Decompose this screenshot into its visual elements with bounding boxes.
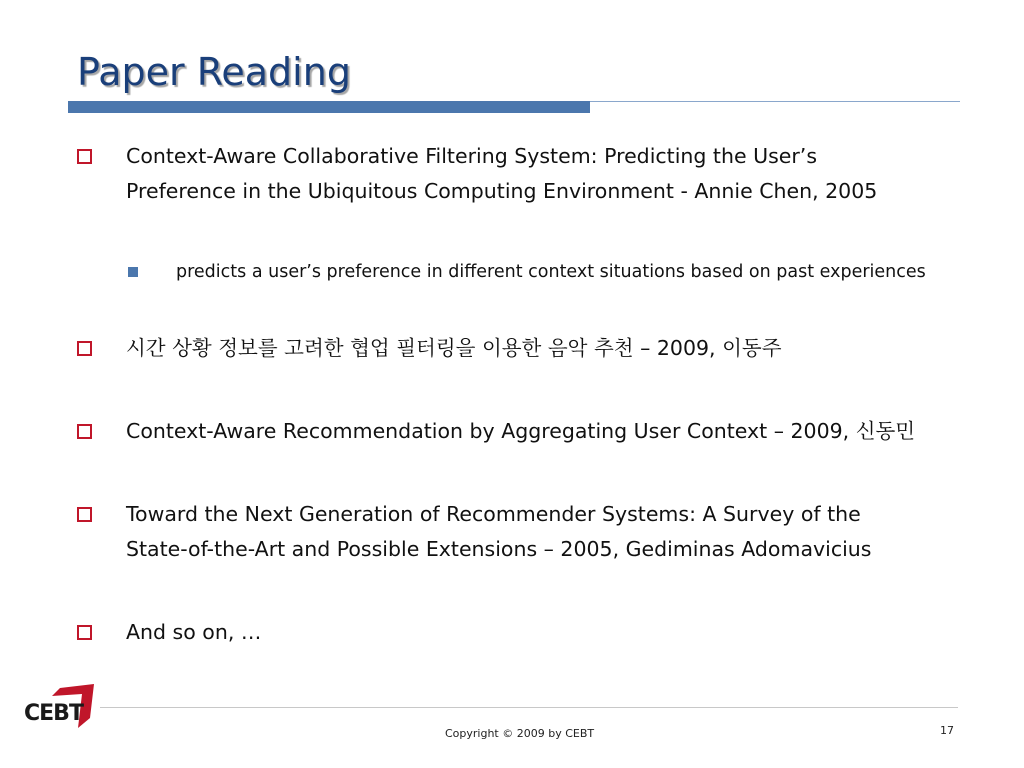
bullet-text: Toward the Next Generation of Recommender Systems: A Survey of the State-of-the-Art and Possible Extensions – 2005, Gediminas Adomavicius	[126, 502, 872, 561]
bullet-text: Context-Aware Recommendation by Aggregating User Context – 2009, 신동민	[126, 419, 916, 443]
sub-bullet-text: predicts a user’s preference in different context situations based on past experiences	[176, 262, 926, 282]
hollow-square-bullet-icon	[77, 341, 92, 356]
title-underline-bar	[68, 101, 590, 113]
bullet-text: And so on, …	[126, 620, 262, 644]
copyright-text: Copyright © 2009 by CEBT	[445, 727, 595, 740]
hollow-square-bullet-icon	[77, 507, 92, 522]
slide-title: Paper Reading	[77, 50, 351, 94]
logo-text: CEBT	[24, 701, 83, 726]
footer-divider	[100, 707, 958, 708]
hollow-square-bullet-icon	[77, 424, 92, 439]
bullet-text: 시간 상황 정보를 고려한 협업 필터링을 이용한 음악 추천 – 2009, 이동주	[126, 336, 782, 360]
title-underline-line	[590, 101, 960, 102]
page-number: 17	[940, 724, 954, 737]
hollow-square-bullet-icon	[77, 149, 92, 164]
cebt-logo	[22, 682, 100, 734]
hollow-square-bullet-icon	[77, 625, 92, 640]
bullet-text: Context-Aware Collaborative Filtering System: Predicting the User’s Preference in the Ubiquitous Computing Environment - Annie Chen, 2005	[126, 144, 878, 203]
filled-square-bullet-icon	[128, 267, 138, 277]
